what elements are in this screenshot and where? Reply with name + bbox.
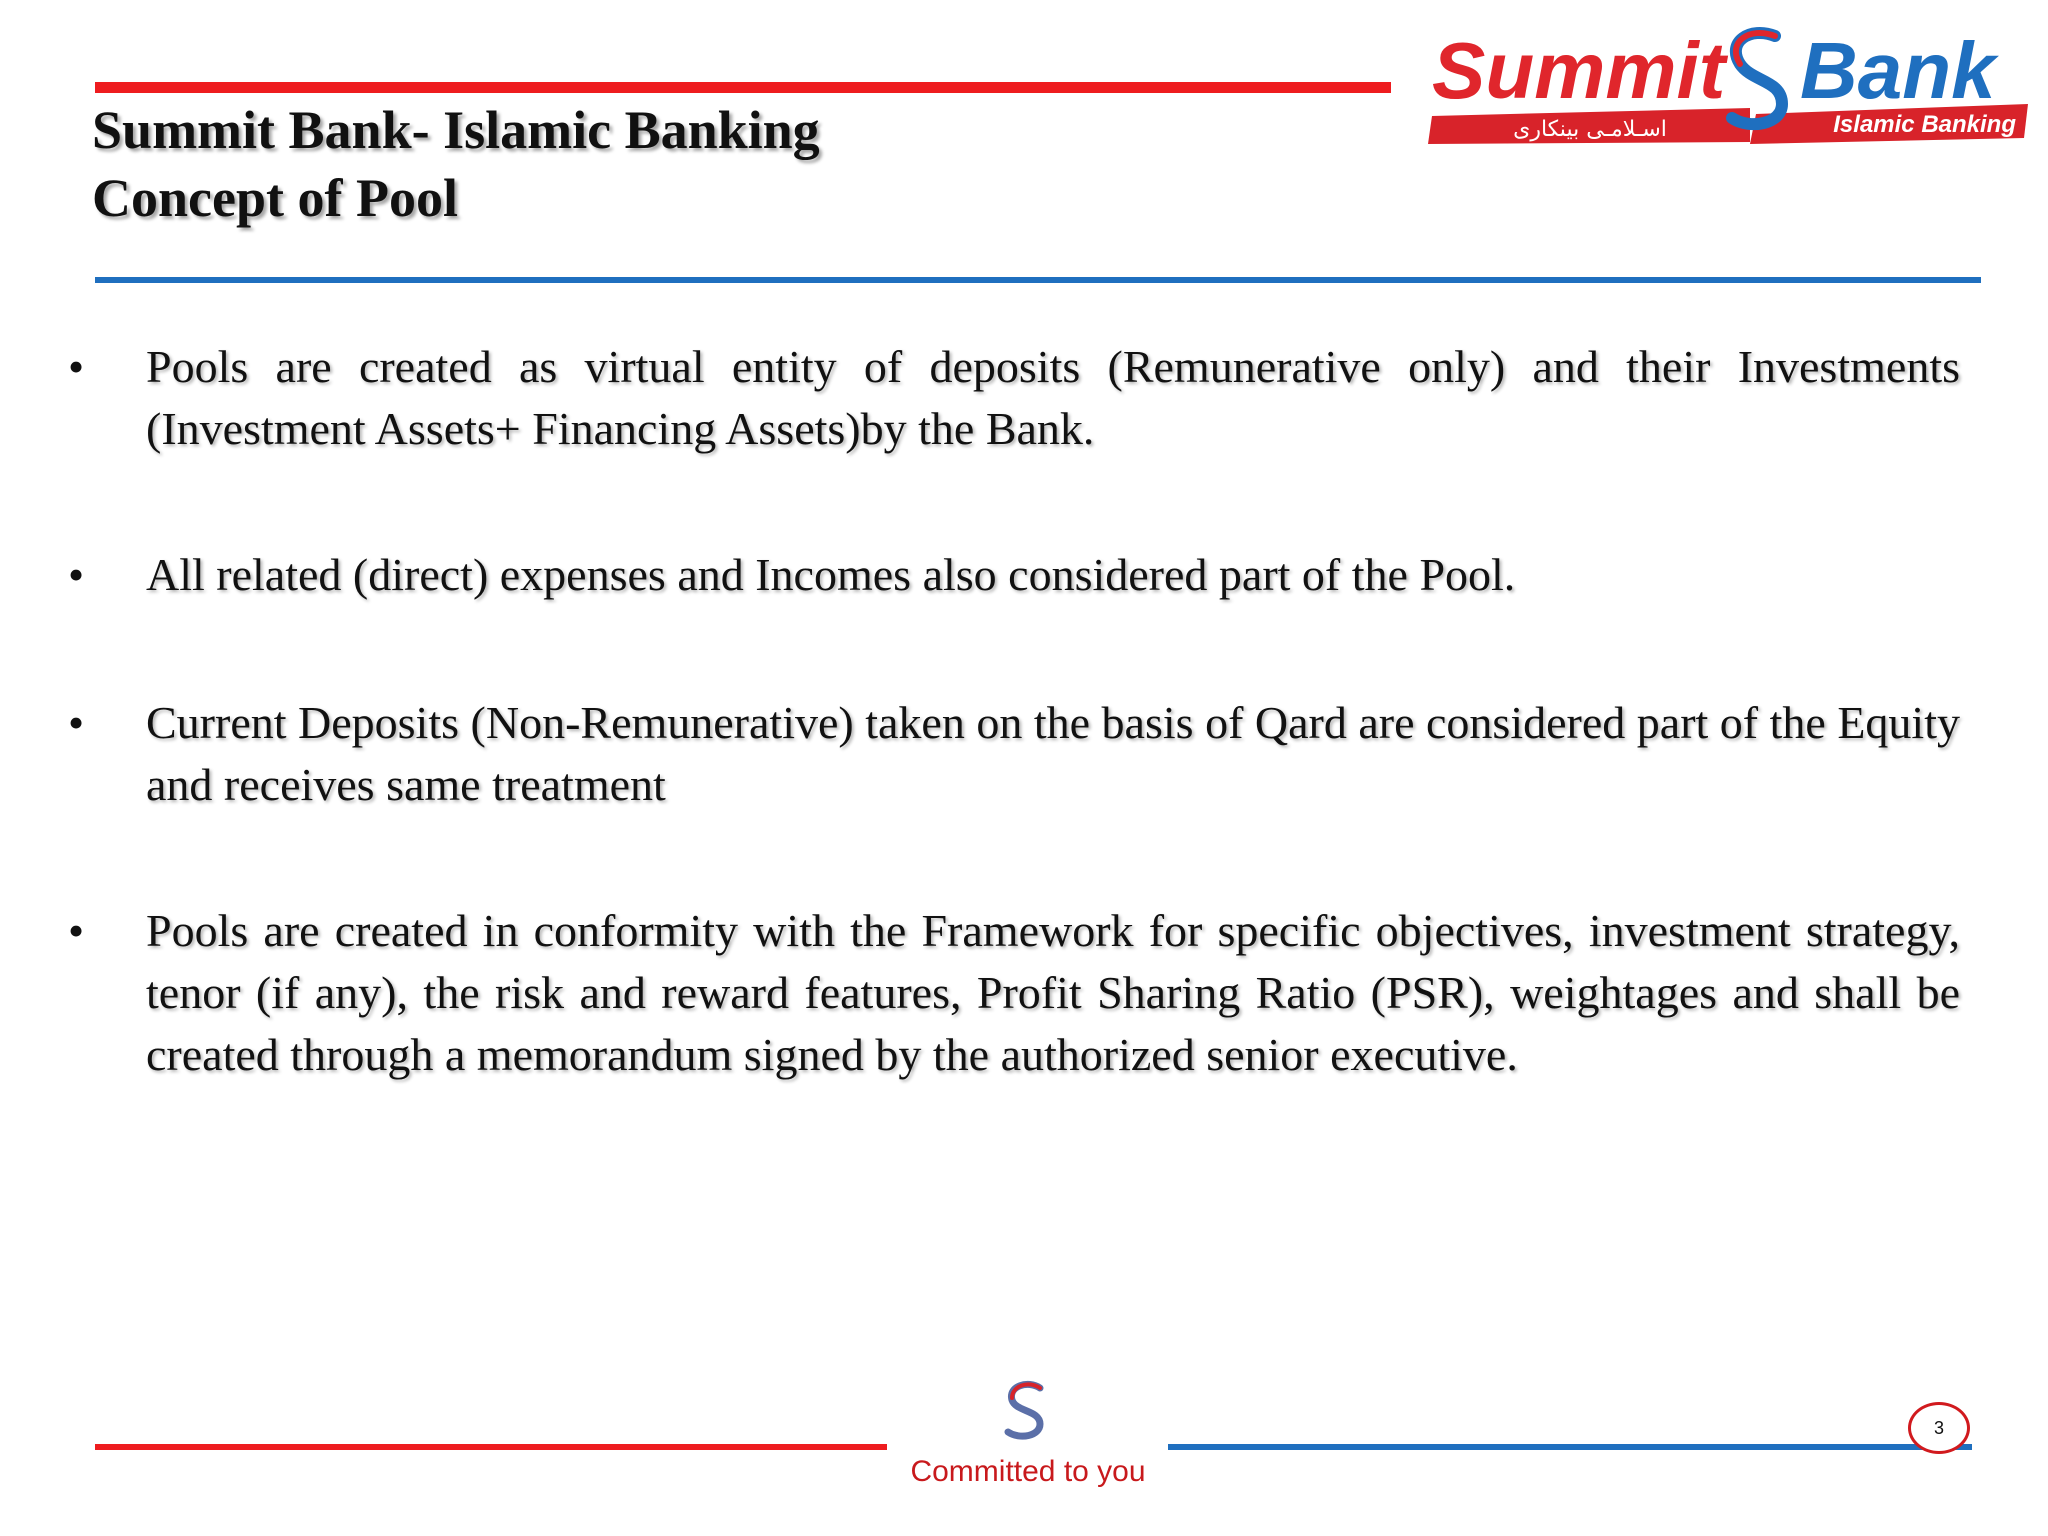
bullet-item (60, 692, 1960, 816)
summit-bank-logo (1420, 20, 2040, 150)
bullet-text: Pools are created in conformity with the Framework for specific objectives, investment strategy, tenor (if any), the risk and reward features, Profit Sharing Ratio (PSR), weightages and shall be created through a memorandum signed by the authorized senior executive. (146, 905, 1960, 1080)
bullet-dot-icon: • (68, 905, 85, 956)
bullet-dot-icon: • (68, 341, 85, 392)
footer-blue-rule (1168, 1444, 1972, 1450)
bullet-item (60, 544, 1960, 606)
page-number-badge: 3 (1908, 1402, 1970, 1454)
header-blue-rule (95, 277, 1981, 283)
slide-subtitle: Concept of Pool (92, 168, 458, 228)
slide-title: Summit Bank- Islamic Banking (92, 100, 820, 160)
logo-urdu-text: اسـلامـی بینکاری (1513, 117, 1667, 142)
bullet-text: Current Deposits (Non-Remunerative) taken on the basis of Qard are considered part of the Equity and receives same treatment (146, 697, 1960, 810)
bullet-text: All related (direct) expenses and Incomes also considered part of the Pool. (146, 549, 1516, 600)
bullet-list (60, 336, 1960, 1086)
logo-word-bank: Bank (1800, 26, 1996, 115)
header-red-rule (95, 82, 1391, 93)
bullet-text: Pools are created as virtual entity of deposits (Remunerative only) and their Investments (Investment Assets+ Financing Assets)by the Bank. (146, 341, 1960, 454)
footer-red-rule (95, 1444, 887, 1450)
footer-s-logo-icon (996, 1380, 1056, 1442)
bullet-dot-icon: • (68, 697, 85, 748)
logo-word-summit: Summit (1432, 26, 1726, 115)
bullet-item (60, 336, 1960, 460)
bullet-dot-icon: • (68, 549, 85, 600)
logo-subtitle: Islamic Banking (1833, 111, 2016, 138)
bullet-item (60, 900, 1960, 1086)
title-block (92, 96, 820, 232)
footer-tagline: Committed to you (910, 1455, 1146, 1488)
